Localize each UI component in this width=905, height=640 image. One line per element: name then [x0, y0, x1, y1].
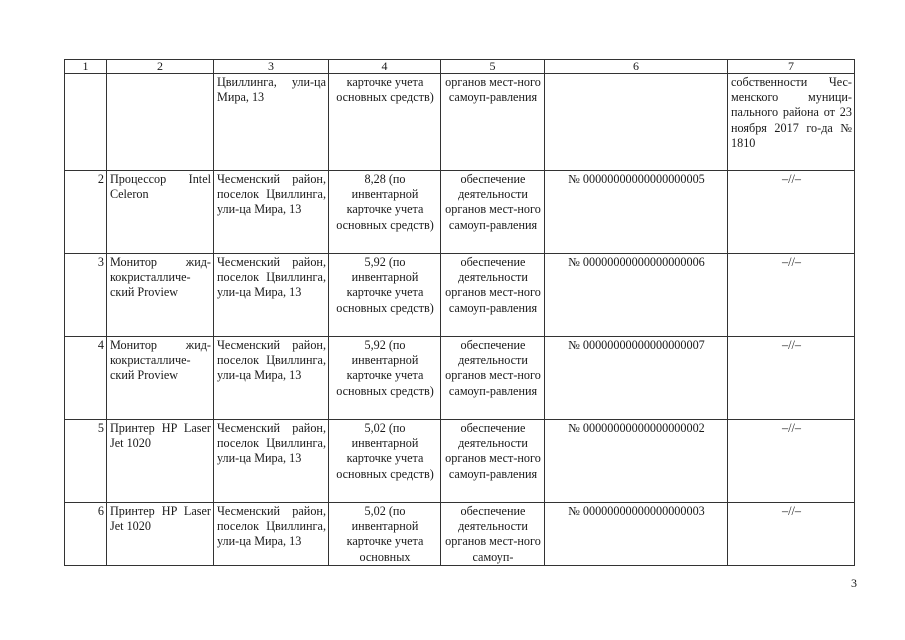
cell-value: 8,28 (по инвентарной карточке учета основных средств) [329, 171, 441, 254]
header-row [65, 60, 855, 74]
header-col-1: 1 [65, 60, 107, 74]
cell-reg-number: № 00000000000000000005 [545, 171, 728, 254]
cell-value: 5,02 (по инвентарной карточке учета основных средств) [329, 420, 441, 503]
cell-name: Принтер HP Laser Jet 1020 [107, 420, 214, 503]
cell-name: Монитор жид-кокристалличе-ский Proview [107, 254, 214, 337]
cell-reg-number: № 00000000000000000002 [545, 420, 728, 503]
cell-name: Принтер HP Laser Jet 1020 [107, 503, 214, 566]
cell-reg-number: № 00000000000000000007 [545, 337, 728, 420]
cell-number: 2 [65, 171, 107, 254]
cell-number: 5 [65, 420, 107, 503]
cell-value: 5,92 (по инвентарной карточке учета основных средств) [329, 254, 441, 337]
cell-basis: –//– [728, 503, 855, 566]
cell-purpose: обеспечение деятельности органов мест-ного самоуп-равления [441, 420, 545, 503]
cell-number: 3 [65, 254, 107, 337]
header-col-7: 7 [728, 60, 855, 74]
cell-address: Чесменский район, поселок Цвиллинга, ули-ца Мира, 13 [214, 503, 329, 566]
cell-name [107, 74, 214, 171]
cell-address: Чесменский район, поселок Цвиллинга, ули-ца Мира, 13 [214, 171, 329, 254]
cell-number [65, 74, 107, 171]
cell-purpose: обеспечение деятельности органов мест-ного самоуп-равления [441, 254, 545, 337]
header-col-6: 6 [545, 60, 728, 74]
header-col-2: 2 [107, 60, 214, 74]
cell-number: 4 [65, 337, 107, 420]
cell-basis: –//– [728, 420, 855, 503]
header-col-3: 3 [214, 60, 329, 74]
cell-basis: собственности Чес-менского муници-пального района от 23 ноября 2017 го-да № 1810 [728, 74, 855, 171]
cell-value: 5,02 (по инвентарной карточке учета основных [329, 503, 441, 566]
cell-value: карточке учета основных средств) [329, 74, 441, 171]
table-row [65, 337, 855, 420]
cell-purpose: обеспечение деятельности органов мест-ного самоуп-равления [441, 171, 545, 254]
cell-address: Чесменский район, поселок Цвиллинга, ули-ца Мира, 13 [214, 337, 329, 420]
cell-purpose: органов мест-ного самоуп-равления [441, 74, 545, 171]
cell-address: Чесменский район, поселок Цвиллинга, ули-ца Мира, 13 [214, 254, 329, 337]
property-table [64, 59, 855, 566]
cell-purpose: обеспечение деятельности органов мест-ного самоуп- [441, 503, 545, 566]
cell-number: 6 [65, 503, 107, 566]
table-row [65, 503, 855, 566]
cell-reg-number [545, 74, 728, 171]
cell-basis: –//– [728, 171, 855, 254]
cell-basis: –//– [728, 337, 855, 420]
cell-address: Чесменский район, поселок Цвиллинга, ули-ца Мира, 13 [214, 420, 329, 503]
continuation-row [65, 74, 855, 171]
cell-name: Процессор Intel Celeron [107, 171, 214, 254]
cell-reg-number: № 00000000000000000003 [545, 503, 728, 566]
cell-name: Монитор жид-кокристалличе-ский Proview [107, 337, 214, 420]
table-row [65, 171, 855, 254]
cell-purpose: обеспечение деятельности органов мест-ного самоуп-равления [441, 337, 545, 420]
cell-value: 5,92 (по инвентарной карточке учета основных средств) [329, 337, 441, 420]
header-col-4: 4 [329, 60, 441, 74]
cell-address: Цвиллинга, ули-ца Мира, 13 [214, 74, 329, 171]
cell-reg-number: № 00000000000000000006 [545, 254, 728, 337]
header-col-5: 5 [441, 60, 545, 74]
table-row [65, 254, 855, 337]
page-number: 3 [851, 576, 857, 590]
table-row [65, 420, 855, 503]
cell-basis: –//– [728, 254, 855, 337]
